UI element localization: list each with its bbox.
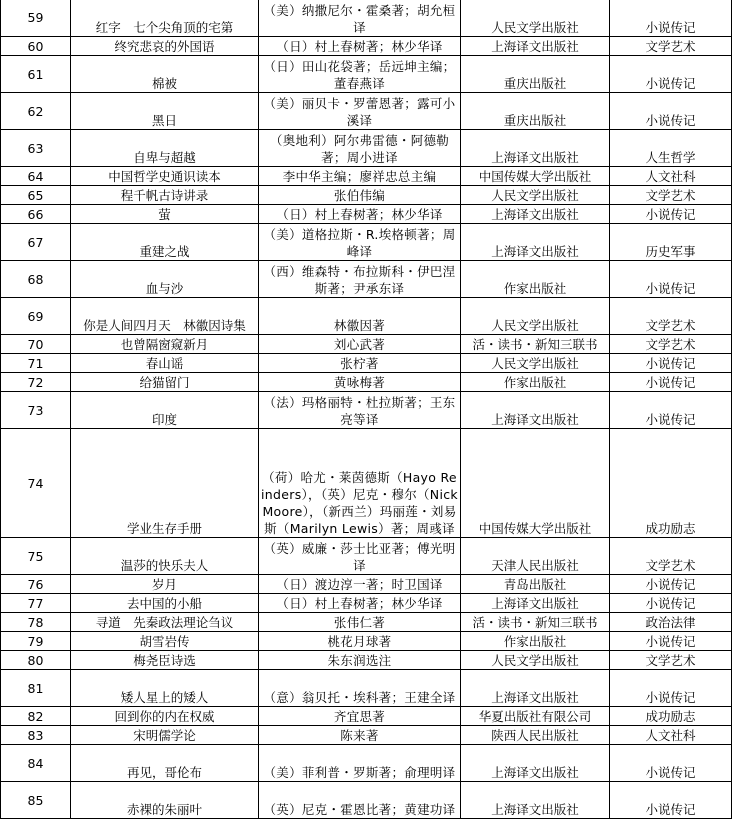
author-cell[interactable]: （西）维森特・布拉斯科・伊巴涅斯著；尹承东译 [259, 261, 461, 298]
table-row [1, 354, 732, 373]
category-cell[interactable]: 小说传记 [610, 373, 732, 392]
book-title-cell[interactable]: 矮人星上的矮人 [71, 670, 259, 707]
category-cell[interactable]: 文学艺术 [610, 538, 732, 575]
publisher-cell[interactable]: 上海译文出版社 [461, 224, 610, 261]
publisher-cell[interactable]: 人民文学出版社 [461, 0, 610, 37]
category-cell[interactable]: 文学艺术 [610, 186, 732, 205]
table-row [1, 726, 732, 745]
table-row [1, 205, 732, 224]
table-row [1, 298, 732, 335]
category-cell[interactable]: 小说传记 [610, 93, 732, 130]
table-row [1, 538, 732, 575]
publisher-cell[interactable]: 中国传媒大学出版社 [461, 429, 610, 538]
row-number-cell[interactable]: 73 [1, 392, 71, 429]
book-title-cell[interactable]: 胡雪岩传 [71, 632, 259, 651]
book-title-cell[interactable]: 棉被 [71, 56, 259, 93]
category-cell[interactable]: 人文社科 [610, 167, 732, 186]
author-cell[interactable]: 张伯伟编 [259, 186, 461, 205]
author-cell[interactable]: （美）丽贝卡・罗蕾恩著；露可小溪译 [259, 93, 461, 130]
author-cell[interactable]: （日）村上春树著；林少华译 [259, 205, 461, 224]
publisher-cell[interactable]: 上海译文出版社 [461, 37, 610, 56]
book-list-body [1, 0, 732, 819]
book-title-cell[interactable]: 寻道 先秦政法理论刍议 [71, 613, 259, 632]
table-row [1, 782, 732, 819]
table-row [1, 632, 732, 651]
category-cell[interactable]: 文学艺术 [610, 37, 732, 56]
publisher-cell[interactable]: 上海译文出版社 [461, 670, 610, 707]
table-row [1, 335, 732, 354]
publisher-cell[interactable]: 作家出版社 [461, 261, 610, 298]
row-number-cell[interactable]: 84 [1, 745, 71, 782]
publisher-cell[interactable]: 活・读书・新知三联书 [461, 335, 610, 354]
row-number-cell[interactable]: 78 [1, 613, 71, 632]
author-cell[interactable]: 桃花月球著 [259, 632, 461, 651]
book-title-cell[interactable]: 学业生存手册 [71, 429, 259, 538]
table-row [1, 392, 732, 429]
author-cell[interactable]: 齐宜思著 [259, 707, 461, 726]
book-title-cell[interactable]: 印度 [71, 392, 259, 429]
row-number-cell[interactable]: 74 [1, 429, 71, 538]
author-cell[interactable]: 林徽因著 [259, 298, 461, 335]
table-row [1, 707, 732, 726]
row-number-cell[interactable]: 60 [1, 37, 71, 56]
row-number-cell[interactable]: 65 [1, 186, 71, 205]
row-number-cell[interactable]: 77 [1, 594, 71, 613]
book-title-cell[interactable]: 宋明儒学论 [71, 726, 259, 745]
table-row [1, 745, 732, 782]
publisher-cell[interactable]: 作家出版社 [461, 373, 610, 392]
book-title-cell[interactable]: 你是人间四月天 林徽因诗集 [71, 298, 259, 335]
author-cell[interactable]: （日）村上春树著；林少华译 [259, 37, 461, 56]
table-row [1, 224, 732, 261]
publisher-cell[interactable]: 人民文学出版社 [461, 186, 610, 205]
book-title-cell[interactable]: 红字 七个尖角顶的宅第 [71, 0, 259, 37]
author-cell[interactable]: （意）翁贝托・埃科著；王建全译 [259, 670, 461, 707]
category-cell[interactable]: 小说传记 [610, 261, 732, 298]
publisher-cell[interactable]: 人民文学出版社 [461, 298, 610, 335]
table-row [1, 186, 732, 205]
publisher-cell[interactable]: 上海译文出版社 [461, 594, 610, 613]
category-cell[interactable]: 小说传记 [610, 56, 732, 93]
table-row [1, 0, 732, 37]
table-row [1, 613, 732, 632]
book-title-cell[interactable]: 终究悲哀的外国语 [71, 37, 259, 56]
book-title-cell[interactable]: 温莎的快乐夫人 [71, 538, 259, 575]
category-cell[interactable]: 小说传记 [610, 575, 732, 594]
publisher-cell[interactable]: 华夏出版社有限公司 [461, 707, 610, 726]
book-title-cell[interactable]: 血与沙 [71, 261, 259, 298]
author-cell[interactable]: （日）田山花袋著；岳远坤主编；董春燕译 [259, 56, 461, 93]
book-title-cell[interactable]: 梅尧臣诗选 [71, 651, 259, 670]
publisher-cell[interactable]: 上海译文出版社 [461, 782, 610, 819]
book-title-cell[interactable]: 中国哲学史通识读本 [71, 167, 259, 186]
category-cell[interactable]: 小说传记 [610, 594, 732, 613]
book-title-cell[interactable]: 再见，哥伦布 [71, 745, 259, 782]
author-cell[interactable]: （英）威廉・莎士比亚著；傅光明译 [259, 538, 461, 575]
category-cell[interactable]: 成功励志 [610, 429, 732, 538]
publisher-cell[interactable]: 上海译文出版社 [461, 745, 610, 782]
table-row [1, 670, 732, 707]
category-cell[interactable]: 历史军事 [610, 224, 732, 261]
author-cell[interactable]: （美）纳撒尼尔・霍桑著；胡允桓译 [259, 0, 461, 37]
table-row [1, 373, 732, 392]
row-number-cell[interactable]: 70 [1, 335, 71, 354]
row-number-cell[interactable]: 62 [1, 93, 71, 130]
publisher-cell[interactable]: 重庆出版社 [461, 93, 610, 130]
publisher-cell[interactable]: 人民文学出版社 [461, 354, 610, 373]
publisher-cell[interactable]: 人民文学出版社 [461, 651, 610, 670]
category-cell[interactable]: 小说传记 [610, 392, 732, 429]
row-number-cell[interactable]: 64 [1, 167, 71, 186]
row-number-cell[interactable]: 85 [1, 782, 71, 819]
table-row [1, 130, 732, 167]
author-cell[interactable]: （英）尼克・霍恩比著；黄建功译 [259, 782, 461, 819]
book-title-cell[interactable]: 萤 [71, 205, 259, 224]
publisher-cell[interactable]: 天津人民出版社 [461, 538, 610, 575]
row-number-cell[interactable]: 81 [1, 670, 71, 707]
book-title-cell[interactable]: 自卑与超越 [71, 130, 259, 167]
table-row [1, 167, 732, 186]
category-cell[interactable]: 小说传记 [610, 745, 732, 782]
table-row [1, 651, 732, 670]
row-number-cell[interactable]: 67 [1, 224, 71, 261]
row-number-cell[interactable]: 61 [1, 56, 71, 93]
book-title-cell[interactable]: 黑日 [71, 93, 259, 130]
author-cell[interactable]: 黄咏梅著 [259, 373, 461, 392]
publisher-cell[interactable]: 重庆出版社 [461, 56, 610, 93]
book-title-cell[interactable]: 岁月 [71, 575, 259, 594]
row-number-cell[interactable]: 71 [1, 354, 71, 373]
category-cell[interactable]: 文学艺术 [610, 651, 732, 670]
row-number-cell[interactable]: 72 [1, 373, 71, 392]
category-cell[interactable]: 成功励志 [610, 707, 732, 726]
row-number-cell[interactable]: 76 [1, 575, 71, 594]
row-number-cell[interactable]: 83 [1, 726, 71, 745]
table-row [1, 93, 732, 130]
book-title-cell[interactable]: 赤裸的朱丽叶 [71, 782, 259, 819]
author-cell[interactable]: （荷）哈尤・莱茵德斯（Hayo Reinders），（英）尼克・穆尔（Nick Moore），（新西兰）玛丽莲・刘易斯（Marilyn Lewis）著；周彧译 [259, 429, 461, 538]
publisher-cell[interactable]: 陕西人民出版社 [461, 726, 610, 745]
publisher-cell[interactable]: 中国传媒大学出版社 [461, 167, 610, 186]
category-cell[interactable]: 人文社科 [610, 726, 732, 745]
table-row [1, 575, 732, 594]
author-cell[interactable]: （日）村上春树著；林少华译 [259, 594, 461, 613]
row-number-cell[interactable]: 80 [1, 651, 71, 670]
row-number-cell[interactable]: 75 [1, 538, 71, 575]
category-cell[interactable]: 小说传记 [610, 0, 732, 37]
row-number-cell[interactable]: 79 [1, 632, 71, 651]
publisher-cell[interactable]: 活・读书・新知三联书 [461, 613, 610, 632]
author-cell[interactable]: （奥地利）阿尔弗雷德・阿德勒著；周小进译 [259, 130, 461, 167]
row-number-cell[interactable]: 69 [1, 298, 71, 335]
category-cell[interactable]: 小说传记 [610, 354, 732, 373]
table-row [1, 37, 732, 56]
book-title-cell[interactable]: 重建之战 [71, 224, 259, 261]
book-title-cell[interactable]: 春山谣 [71, 354, 259, 373]
author-cell[interactable]: （法）玛格丽特・杜拉斯著；王东亮等译 [259, 392, 461, 429]
author-cell[interactable]: 刘心武著 [259, 335, 461, 354]
row-number-cell[interactable]: 82 [1, 707, 71, 726]
table-row [1, 594, 732, 613]
category-cell[interactable]: 小说传记 [610, 632, 732, 651]
category-cell[interactable]: 小说传记 [610, 782, 732, 819]
table-row [1, 56, 732, 93]
category-cell[interactable]: 文学艺术 [610, 335, 732, 354]
author-cell[interactable]: 李中华主编；廖祥忠总主编 [259, 167, 461, 186]
publisher-cell[interactable]: 上海译文出版社 [461, 392, 610, 429]
book-title-cell[interactable]: 给猫留门 [71, 373, 259, 392]
author-cell[interactable]: 朱东润选注 [259, 651, 461, 670]
row-number-cell[interactable]: 63 [1, 130, 71, 167]
book-title-cell[interactable]: 去中国的小船 [71, 594, 259, 613]
book-title-cell[interactable]: 回到你的内在权威 [71, 707, 259, 726]
publisher-cell[interactable]: 作家出版社 [461, 632, 610, 651]
row-number-cell[interactable]: 59 [1, 0, 71, 37]
author-cell[interactable]: 张伟仁著 [259, 613, 461, 632]
publisher-cell[interactable]: 青岛出版社 [461, 575, 610, 594]
table-row [1, 429, 732, 538]
author-cell[interactable]: （美）道格拉斯・R.埃格顿著；周峰译 [259, 224, 461, 261]
category-cell[interactable]: 小说传记 [610, 205, 732, 224]
category-cell[interactable]: 文学艺术 [610, 298, 732, 335]
author-cell[interactable]: 张柠著 [259, 354, 461, 373]
author-cell[interactable]: （日）渡边淳一著；时卫国译 [259, 575, 461, 594]
publisher-cell[interactable]: 上海译文出版社 [461, 205, 610, 224]
category-cell[interactable]: 人生哲学 [610, 130, 732, 167]
author-cell[interactable]: （美）菲利普・罗斯著；俞理明译 [259, 745, 461, 782]
row-number-cell[interactable]: 66 [1, 205, 71, 224]
author-cell[interactable]: 陈来著 [259, 726, 461, 745]
table-row [1, 261, 732, 298]
book-title-cell[interactable]: 程千帆古诗讲录 [71, 186, 259, 205]
category-cell[interactable]: 小说传记 [610, 670, 732, 707]
category-cell[interactable]: 政治法律 [610, 613, 732, 632]
publisher-cell[interactable]: 上海译文出版社 [461, 130, 610, 167]
row-number-cell[interactable]: 68 [1, 261, 71, 298]
book-title-cell[interactable]: 也曾隔窗窥新月 [71, 335, 259, 354]
